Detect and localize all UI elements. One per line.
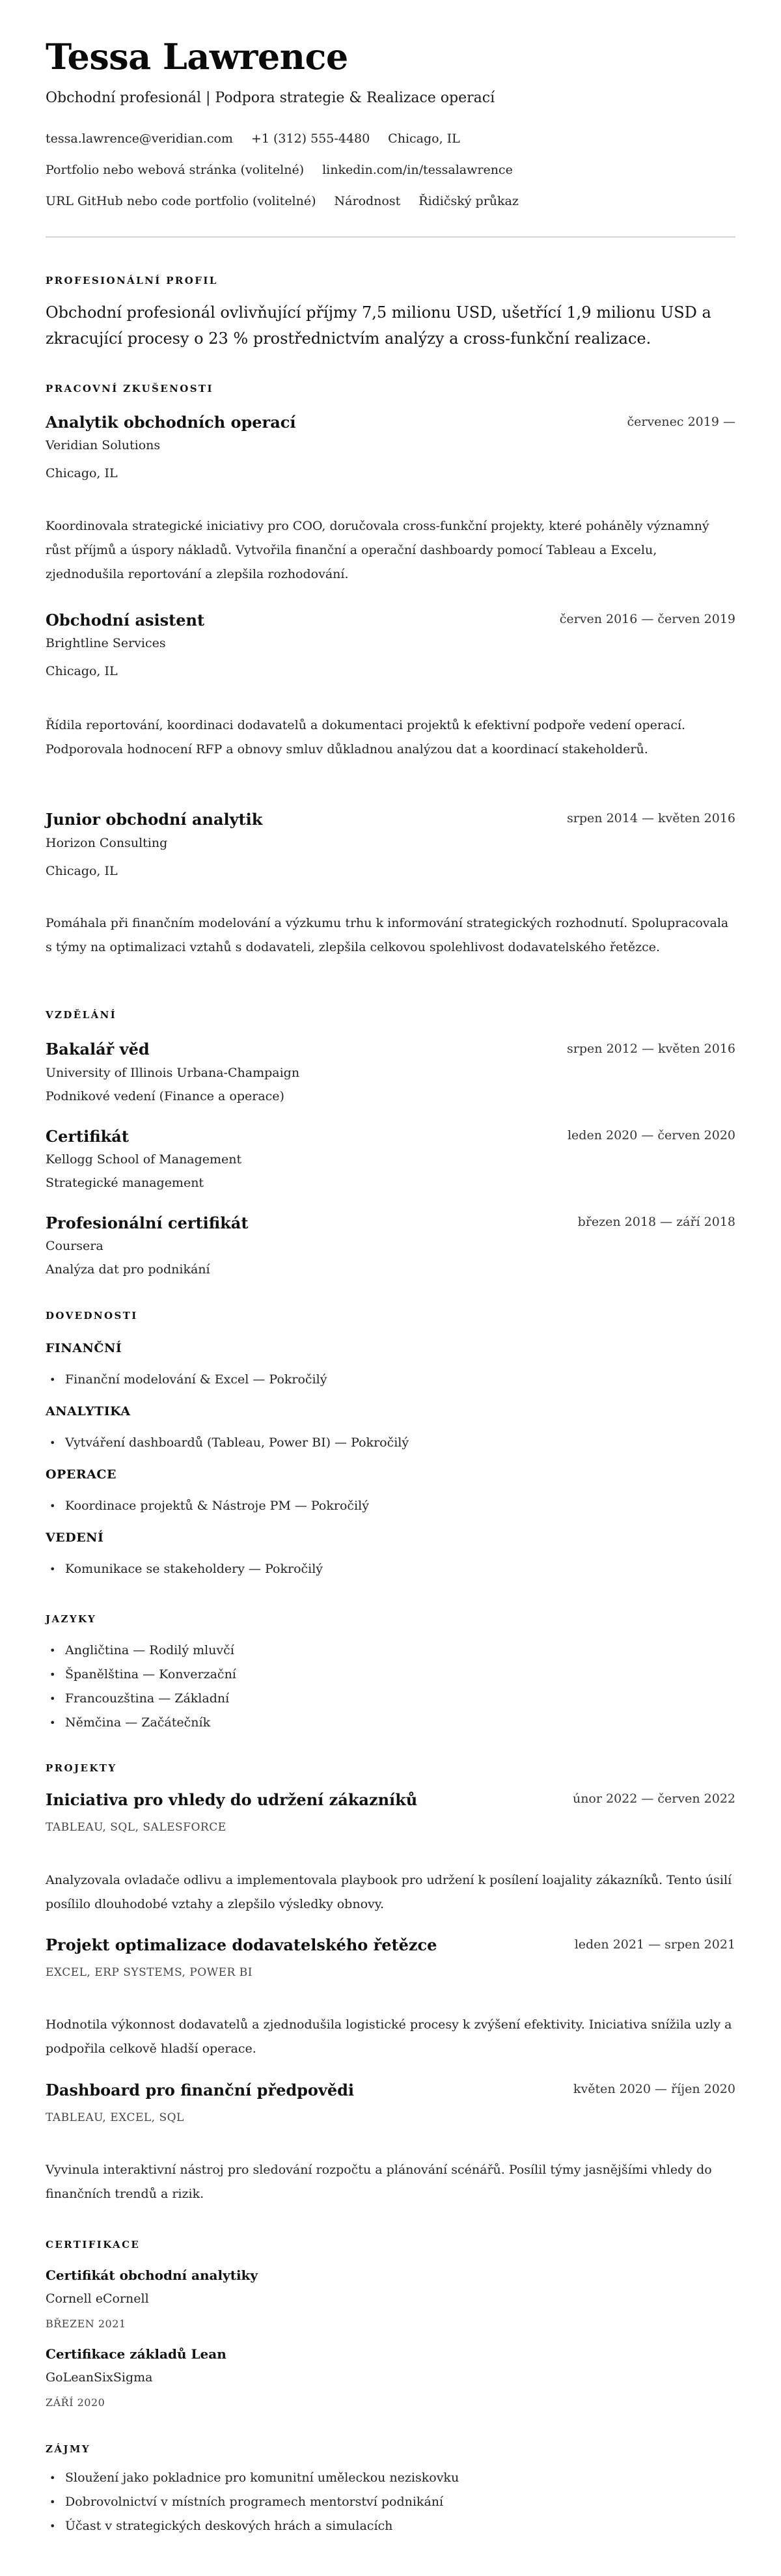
bullet-icon: • bbox=[49, 1374, 56, 1386]
bullet-icon: • bbox=[49, 1437, 56, 1449]
portfolio-link[interactable]: Portfolio nebo webová stránka (volitelné) bbox=[46, 163, 305, 177]
section-heading-projects: PROJEKTY bbox=[46, 1762, 117, 1774]
section-heading-education: VZDĚLÁNÍ bbox=[46, 1009, 117, 1021]
job-description: Pomáhala při finančním modelování a výzkumu trhu k informování strategických rozhodnutí. Spolupracovala s týmy na optimalizaci vztahů s dodavateli, zlepšila celkovou spolehlivost dodavatelského řetězce. bbox=[46, 916, 729, 954]
section-heading-profile: PROFESIONÁLNÍ PROFIL bbox=[46, 275, 218, 286]
certification-issuer: Cornell eCornell bbox=[46, 2292, 149, 2306]
section-heading-certifications: CERTIFIKACE bbox=[46, 2239, 141, 2251]
section-heading-experience: PRACOVNÍ ZKUŠENOSTI bbox=[46, 383, 213, 395]
project-tags: TABLEAU, EXCEL, SQL bbox=[46, 2111, 184, 2124]
project-description: Vyvinula interaktivní nástroj pro sledování rozpočtu a plánování scénářů. Posílil týmy jasnějšími vhledy do finančních trendů a rizik. bbox=[46, 2163, 712, 2201]
project-dates: únor 2022 — červen 2022 bbox=[572, 1792, 735, 1806]
project-dates: leden 2021 — srpen 2021 bbox=[574, 1937, 735, 1952]
interest-item: • Účast v strategických deskových hrách a simulacích bbox=[46, 2519, 392, 2533]
school-name: University of Illinois Urbana-Champaign bbox=[46, 1066, 300, 1080]
contact-line-2 bbox=[46, 163, 531, 177]
job-location: Chicago, IL bbox=[46, 664, 118, 678]
field-of-study: Podnikové vedení (Finance a operace) bbox=[46, 1089, 284, 1103]
candidate-name: Tessa Lawrence bbox=[46, 36, 348, 77]
language-item: • Španělština — Konverzační bbox=[46, 1667, 236, 1682]
contact-line-1 bbox=[46, 132, 478, 146]
header-divider bbox=[46, 236, 735, 238]
skill-category-title: FINANČNÍ bbox=[46, 1341, 122, 1355]
contact-line-3 bbox=[46, 194, 537, 208]
profile-summary: Obchodní profesionál ovlivňující příjmy 7,5 milionu USD, ušetřící 1,9 milionu USD a zkracující procesy o 23 % prostřednictvím analýzy a cross-funkční realizace. bbox=[46, 303, 711, 348]
bullet-icon: • bbox=[49, 2472, 56, 2484]
school-name: Coursera bbox=[46, 1239, 103, 1253]
linkedin-link[interactable]: linkedin.com/in/tessalawrence bbox=[322, 163, 513, 177]
job-company: Horizon Consulting bbox=[46, 836, 168, 850]
project-title: Iniciativa pro vhledy do udržení zákazníků bbox=[46, 1790, 418, 1809]
candidate-headline: Obchodní profesionál | Podpora strategie & Realizace operací bbox=[46, 90, 495, 106]
job-location: Chicago, IL bbox=[46, 466, 118, 480]
school-name: Kellogg School of Management bbox=[46, 1152, 242, 1167]
certification-title: Certifikát obchodní analytiky bbox=[46, 2267, 258, 2283]
field-of-study: Strategické management bbox=[46, 1176, 204, 1190]
certification-date: ZÁŘÍ 2020 bbox=[46, 2396, 105, 2409]
project-tags: EXCEL, ERP SYSTEMS, POWER BI bbox=[46, 1966, 253, 1979]
skill-item: • Vytváření dashboardů (Tableau, Power BI) — Pokročilý bbox=[46, 1435, 409, 1450]
project-title: Dashboard pro finanční předpovědi bbox=[46, 2081, 355, 2099]
bullet-icon: • bbox=[49, 1500, 56, 1512]
language-item: • Angličtina — Rodilý mluvčí bbox=[46, 1643, 234, 1657]
certification-title: Certifikace základů Lean bbox=[46, 2346, 226, 2362]
bullet-icon: • bbox=[49, 2520, 56, 2532]
bullet-icon: • bbox=[49, 1717, 56, 1729]
language-item: • Francouzština — Základní bbox=[46, 1691, 229, 1706]
drivers-license-text: Řidičský průkaz bbox=[418, 194, 519, 208]
job-dates: srpen 2014 — květen 2016 bbox=[567, 811, 735, 825]
certification-date: BŘEZEN 2021 bbox=[46, 2318, 126, 2330]
skill-item: • Koordinace projektů & Nástroje PM — Pokročilý bbox=[46, 1499, 369, 1513]
skill-category-title: VEDENÍ bbox=[46, 1530, 104, 1545]
github-link[interactable]: URL GitHub nebo code portfolio (volitelné) bbox=[46, 194, 316, 208]
job-description: Řídila reportování, koordinaci dodavatelů a dokumentaci projektů k efektivní podpoře vedení operací. Podporovala hodnocení RFP a obnovy smluv důkladnou analýzou dat a koordinací stakeholderů. bbox=[46, 718, 686, 756]
job-title: Obchodní asistent bbox=[46, 611, 205, 630]
bullet-icon: • bbox=[49, 1644, 56, 1657]
job-location: Chicago, IL bbox=[46, 864, 118, 878]
nationality-text: Národnost bbox=[334, 194, 401, 208]
phone-link[interactable]: +1 (312) 555-4480 bbox=[251, 132, 370, 146]
interest-item: • Sloužení jako pokladnice pro komunitní uměleckou neziskovku bbox=[46, 2471, 459, 2485]
skill-item: • Finanční modelování & Excel — Pokročilý bbox=[46, 1372, 327, 1387]
degree-title: Bakalář věd bbox=[46, 1040, 150, 1059]
job-company: Brightline Services bbox=[46, 636, 166, 650]
degree-title: Profesionální certifikát bbox=[46, 1213, 249, 1232]
job-dates: červenec 2019 — bbox=[627, 415, 735, 429]
skill-category-title: OPERACE bbox=[46, 1467, 116, 1482]
job-description: Koordinovala strategické iniciativy pro COO, doručovala cross-funkční projekty, které poháněly významný růst příjmů a úspory nákladů. Vytvořila finanční a operační dashboardy pomocí Tableau a Excelu, zjednodušila reportování a zlepšila rozhodování. bbox=[46, 519, 709, 581]
job-title: Analytik obchodních operací bbox=[46, 413, 296, 432]
bullet-icon: • bbox=[49, 1563, 56, 1575]
project-description: Analyzovala ovladače odlivu a implementovala playbook pro udržení k posílení loajality zákazníků. Tento úsilí posílilo dlouhodobé vztahy a zlepšilo výsledky obnovy. bbox=[46, 1873, 732, 1911]
project-title: Projekt optimalizace dodavatelského řetězce bbox=[46, 1935, 437, 1954]
email-link[interactable]: tessa.lawrence@veridian.com bbox=[46, 132, 233, 146]
job-dates: červen 2016 — červen 2019 bbox=[559, 612, 735, 626]
language-item: • Němčina — Začátečník bbox=[46, 1715, 210, 1730]
certification-issuer: GoLeanSixSigma bbox=[46, 2370, 153, 2385]
project-description: Hodnotila výkonnost dodavatelů a zjednodušila logistické procesy k zvýšení efektivity. Iniciativa snížila uzly a podpořila celkově hladší operace. bbox=[46, 2017, 732, 2056]
education-dates: březen 2018 — září 2018 bbox=[577, 1215, 735, 1229]
bullet-icon: • bbox=[49, 1669, 56, 1681]
education-dates: srpen 2012 — květen 2016 bbox=[567, 1042, 735, 1056]
interest-item: • Dobrovolnictví v místních programech mentorství podnikání bbox=[46, 2495, 443, 2509]
skill-category-title: ANALYTIKA bbox=[46, 1404, 131, 1419]
project-tags: TABLEAU, SQL, SALESFORCE bbox=[46, 1821, 226, 1834]
section-heading-skills: DOVEDNOSTI bbox=[46, 1310, 138, 1322]
degree-title: Certifikát bbox=[46, 1127, 129, 1146]
bullet-icon: • bbox=[49, 2496, 56, 2508]
section-heading-languages: JAZYKY bbox=[46, 1613, 97, 1625]
education-dates: leden 2020 — červen 2020 bbox=[567, 1128, 735, 1143]
skill-item: • Komunikace se stakeholdery — Pokročilý bbox=[46, 1562, 323, 1576]
job-title: Junior obchodní analytik bbox=[46, 810, 263, 829]
section-heading-interests: ZÁJMY bbox=[46, 2443, 90, 2455]
project-dates: květen 2020 — říjen 2020 bbox=[573, 2082, 735, 2096]
bullet-icon: • bbox=[49, 1693, 56, 1705]
job-company: Veridian Solutions bbox=[46, 438, 161, 452]
field-of-study: Analýza dat pro podnikání bbox=[46, 1262, 210, 1277]
location-text: Chicago, IL bbox=[388, 132, 460, 146]
